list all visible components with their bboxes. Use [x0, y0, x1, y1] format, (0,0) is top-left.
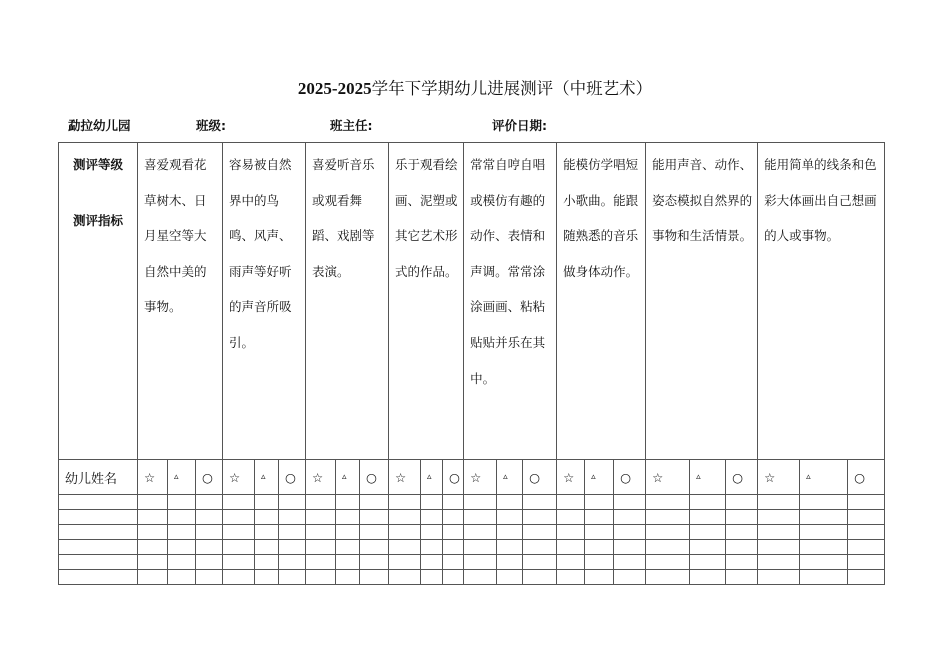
- empty-cell: [726, 555, 758, 570]
- empty-cell: [758, 525, 800, 540]
- empty-cell: [690, 555, 726, 570]
- empty-cell: [196, 555, 223, 570]
- empty-cell: [497, 525, 523, 540]
- circle-icon: ○: [443, 460, 464, 495]
- star-icon: ☆: [557, 460, 585, 495]
- empty-cell: [848, 510, 885, 525]
- empty-cell: [443, 525, 464, 540]
- empty-cell: [168, 555, 196, 570]
- circle-icon: ○: [523, 460, 557, 495]
- empty-cell: [464, 525, 497, 540]
- empty-cell: [758, 510, 800, 525]
- empty-cell: [255, 570, 279, 585]
- page-title: [0, 78, 950, 100]
- empty-cell: [464, 540, 497, 555]
- indicator-cell: [758, 143, 885, 460]
- triangle-icon: ▵: [800, 460, 848, 495]
- empty-cell: [585, 540, 614, 555]
- empty-cell: [443, 495, 464, 510]
- empty-cell: [360, 525, 389, 540]
- empty-cell: [690, 510, 726, 525]
- circle-icon: ○: [279, 460, 306, 495]
- empty-cell: [523, 495, 557, 510]
- empty-cell: [497, 570, 523, 585]
- empty-cell: [726, 540, 758, 555]
- empty-cell: [557, 525, 585, 540]
- empty-cell: [223, 510, 255, 525]
- empty-cell: [59, 555, 138, 570]
- empty-cell: [336, 495, 360, 510]
- circle-icon: ○: [360, 460, 389, 495]
- empty-cell: [138, 510, 168, 525]
- assessment-table: [58, 142, 885, 585]
- empty-cell: [800, 555, 848, 570]
- triangle-icon: ▵: [585, 460, 614, 495]
- empty-cell: [389, 525, 421, 540]
- empty-cell: [421, 495, 443, 510]
- indicator-cell: [557, 143, 646, 460]
- empty-cell: [306, 495, 336, 510]
- empty-cell: [800, 570, 848, 585]
- empty-cell: [614, 570, 646, 585]
- empty-cell: [196, 525, 223, 540]
- empty-cell: [557, 540, 585, 555]
- circle-icon: ○: [614, 460, 646, 495]
- empty-cell: [443, 570, 464, 585]
- empty-cell: [497, 495, 523, 510]
- student-row: [59, 495, 885, 510]
- empty-cell: [389, 510, 421, 525]
- empty-cell: [168, 510, 196, 525]
- empty-cell: [336, 540, 360, 555]
- triangle-icon: ▵: [255, 460, 279, 495]
- teacher-label: 班主任:: [330, 118, 373, 133]
- empty-cell: [523, 540, 557, 555]
- empty-cell: [336, 510, 360, 525]
- empty-cell: [306, 570, 336, 585]
- empty-cell: [614, 540, 646, 555]
- meta-row: [0, 116, 950, 136]
- empty-cell: [758, 495, 800, 510]
- star-icon: ☆: [758, 460, 800, 495]
- empty-cell: [360, 540, 389, 555]
- empty-cell: [848, 525, 885, 540]
- empty-cell: [196, 510, 223, 525]
- indicator-text: 能模仿学唱短小歌曲。能跟随熟悉的音乐做身体动作。: [563, 157, 639, 279]
- empty-cell: [59, 540, 138, 555]
- indicator-cell: [306, 143, 389, 460]
- empty-cell: [306, 510, 336, 525]
- empty-cell: [464, 570, 497, 585]
- indicator-cell: [389, 143, 464, 460]
- empty-cell: [464, 555, 497, 570]
- empty-cell: [279, 570, 306, 585]
- empty-cell: [646, 495, 690, 510]
- empty-cell: [255, 555, 279, 570]
- empty-cell: [497, 540, 523, 555]
- student-row: [59, 510, 885, 525]
- empty-cell: [223, 570, 255, 585]
- empty-cell: [690, 540, 726, 555]
- empty-cell: [758, 570, 800, 585]
- circle-icon: ○: [848, 460, 885, 495]
- empty-cell: [360, 510, 389, 525]
- empty-cell: [223, 525, 255, 540]
- empty-cell: [421, 570, 443, 585]
- empty-cell: [196, 540, 223, 555]
- empty-cell: [196, 495, 223, 510]
- empty-cell: [690, 525, 726, 540]
- indicator-text: 喜爱听音乐或观看舞蹈、戏剧等表演。: [312, 157, 375, 279]
- school-name: 勐拉幼儿园: [68, 118, 131, 133]
- symbol-row: [59, 460, 885, 495]
- triangle-icon: ▵: [497, 460, 523, 495]
- empty-cell: [585, 495, 614, 510]
- indicator-row: [59, 143, 885, 460]
- empty-cell: [59, 570, 138, 585]
- empty-cell: [800, 495, 848, 510]
- student-row: [59, 570, 885, 585]
- empty-cell: [646, 570, 690, 585]
- star-icon: ☆: [464, 460, 497, 495]
- empty-cell: [443, 510, 464, 525]
- triangle-icon: ▵: [690, 460, 726, 495]
- empty-cell: [585, 570, 614, 585]
- indicator-text: 喜爱观看花草树木、日月星空等大自然中美的事物。: [144, 157, 207, 315]
- circle-icon: ○: [196, 460, 223, 495]
- empty-cell: [196, 570, 223, 585]
- empty-cell: [848, 570, 885, 585]
- empty-cell: [848, 555, 885, 570]
- indicator-text: 乐于观看绘画、泥塑或其它艺术形式的作品。: [395, 157, 458, 279]
- empty-cell: [360, 570, 389, 585]
- empty-cell: [614, 525, 646, 540]
- empty-cell: [59, 510, 138, 525]
- student-row: [59, 555, 885, 570]
- empty-cell: [585, 555, 614, 570]
- empty-cell: [614, 495, 646, 510]
- empty-cell: [279, 510, 306, 525]
- title-text: 学年下学期幼儿进展测评（中班艺术）: [371, 79, 653, 98]
- indicator-cell: [464, 143, 557, 460]
- empty-cell: [464, 495, 497, 510]
- empty-cell: [557, 555, 585, 570]
- title-year: 2025-2025: [297, 79, 372, 98]
- empty-cell: [800, 540, 848, 555]
- empty-cell: [223, 495, 255, 510]
- header-cell: [59, 143, 138, 460]
- empty-cell: [336, 525, 360, 540]
- empty-cell: [523, 525, 557, 540]
- student-row: [59, 525, 885, 540]
- grade-label: 测评等级: [72, 157, 123, 172]
- empty-cell: [138, 525, 168, 540]
- indicator-text: 容易被自然界中的鸟鸣、风声、雨声等好听的声音所吸引。: [229, 157, 292, 350]
- star-icon: ☆: [389, 460, 421, 495]
- empty-cell: [59, 525, 138, 540]
- empty-cell: [690, 570, 726, 585]
- empty-cell: [585, 525, 614, 540]
- empty-cell: [389, 495, 421, 510]
- empty-cell: [557, 510, 585, 525]
- empty-cell: [389, 540, 421, 555]
- circle-icon: ○: [726, 460, 758, 495]
- indicator-text: 能用简单的线条和色彩大体画出自己想画的人或事物。: [764, 157, 877, 244]
- empty-cell: [389, 570, 421, 585]
- class-label: 班级:: [196, 118, 226, 133]
- empty-cell: [557, 495, 585, 510]
- empty-cell: [279, 555, 306, 570]
- indicator-text: 常常自哼自唱或模仿有趣的动作、表情和声调。常常涂涂画画、粘粘贴贴并乐在其中。: [470, 157, 546, 386]
- empty-cell: [421, 555, 443, 570]
- empty-cell: [336, 555, 360, 570]
- empty-cell: [557, 570, 585, 585]
- empty-cell: [726, 495, 758, 510]
- empty-cell: [726, 510, 758, 525]
- empty-cell: [848, 540, 885, 555]
- empty-cell: [138, 555, 168, 570]
- empty-cell: [690, 495, 726, 510]
- empty-cell: [168, 525, 196, 540]
- empty-cell: [360, 495, 389, 510]
- indicator-cell: [646, 143, 758, 460]
- empty-cell: [443, 540, 464, 555]
- triangle-icon: ▵: [336, 460, 360, 495]
- empty-cell: [421, 540, 443, 555]
- empty-cell: [614, 555, 646, 570]
- triangle-icon: ▵: [168, 460, 196, 495]
- empty-cell: [168, 495, 196, 510]
- star-icon: ☆: [306, 460, 336, 495]
- empty-cell: [421, 525, 443, 540]
- empty-cell: [646, 555, 690, 570]
- empty-cell: [306, 555, 336, 570]
- indicator-cell: [223, 143, 306, 460]
- empty-cell: [497, 510, 523, 525]
- empty-cell: [168, 540, 196, 555]
- empty-cell: [255, 510, 279, 525]
- star-icon: ☆: [223, 460, 255, 495]
- indicator-label: 测评指标: [72, 213, 123, 228]
- empty-cell: [726, 525, 758, 540]
- indicator-text: 能用声音、动作、姿态模拟自然界的事物和生活情景。: [652, 157, 753, 244]
- empty-cell: [255, 525, 279, 540]
- empty-cell: [360, 555, 389, 570]
- date-label: 评价日期:: [492, 118, 547, 133]
- empty-cell: [726, 570, 758, 585]
- empty-cell: [336, 570, 360, 585]
- empty-cell: [585, 510, 614, 525]
- empty-cell: [389, 555, 421, 570]
- empty-cell: [758, 540, 800, 555]
- empty-cell: [646, 510, 690, 525]
- empty-cell: [848, 495, 885, 510]
- empty-cell: [306, 540, 336, 555]
- empty-cell: [614, 510, 646, 525]
- star-icon: ☆: [138, 460, 168, 495]
- empty-cell: [255, 495, 279, 510]
- name-label: 幼儿姓名: [59, 460, 138, 495]
- empty-cell: [646, 540, 690, 555]
- star-icon: ☆: [646, 460, 690, 495]
- empty-cell: [464, 510, 497, 525]
- triangle-icon: ▵: [421, 460, 443, 495]
- empty-cell: [523, 510, 557, 525]
- empty-cell: [138, 570, 168, 585]
- empty-cell: [497, 555, 523, 570]
- empty-cell: [279, 525, 306, 540]
- empty-cell: [421, 510, 443, 525]
- empty-cell: [59, 495, 138, 510]
- empty-cell: [279, 495, 306, 510]
- empty-cell: [800, 525, 848, 540]
- empty-cell: [138, 540, 168, 555]
- empty-cell: [223, 555, 255, 570]
- empty-cell: [523, 570, 557, 585]
- indicator-cell: [138, 143, 223, 460]
- empty-cell: [138, 495, 168, 510]
- empty-cell: [800, 510, 848, 525]
- empty-cell: [255, 540, 279, 555]
- empty-cell: [443, 555, 464, 570]
- empty-cell: [306, 525, 336, 540]
- student-row: [59, 540, 885, 555]
- empty-cell: [758, 555, 800, 570]
- empty-cell: [646, 525, 690, 540]
- empty-cell: [223, 540, 255, 555]
- empty-cell: [523, 555, 557, 570]
- empty-cell: [168, 570, 196, 585]
- empty-cell: [279, 540, 306, 555]
